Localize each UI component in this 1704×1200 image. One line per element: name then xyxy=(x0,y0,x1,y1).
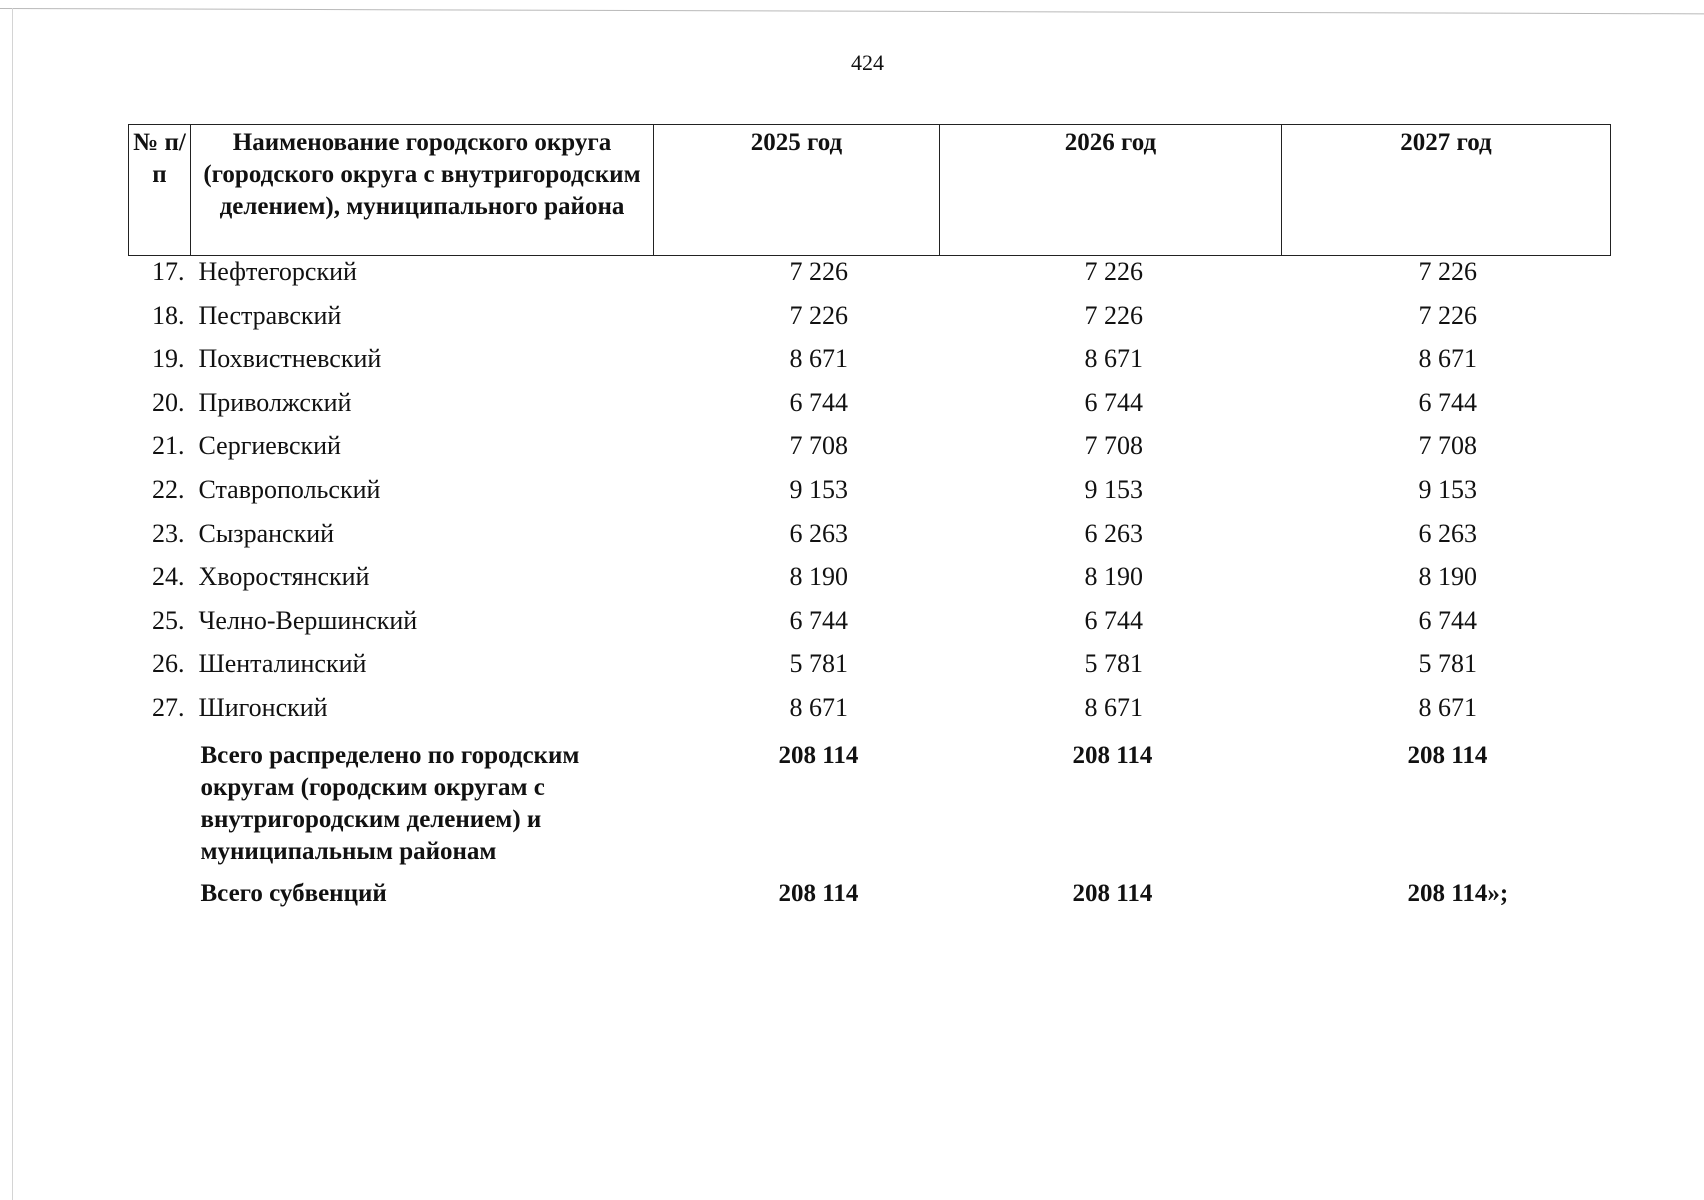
row-number: 23. xyxy=(152,518,185,548)
row-value-2025: 7 226 xyxy=(789,257,848,286)
row-name: Пестравский xyxy=(198,300,342,330)
row-value-2025: 6 744 xyxy=(789,605,848,635)
row-name: Хворостянский xyxy=(198,562,370,592)
subvention-table xyxy=(128,124,1611,918)
row-value-2026: 6 744 xyxy=(1084,387,1143,417)
row-value-2025: 5 781 xyxy=(789,649,848,679)
total-distributed-2027: 208 114 xyxy=(1407,741,1488,769)
header-name: Наименование городского округа (городского округа с внутригородским делением), муниципального района xyxy=(191,125,654,256)
scan-edge xyxy=(12,8,13,1200)
table-row xyxy=(129,605,1611,649)
row-name: Нефтегорский xyxy=(198,257,357,286)
row-number: 25. xyxy=(152,605,185,635)
row-value-2025: 7 226 xyxy=(789,300,848,330)
row-value-2027: 8 671 xyxy=(1418,344,1477,374)
total-subventions-row xyxy=(129,878,1611,918)
row-number: 26. xyxy=(152,649,185,679)
row-name: Шенталинский xyxy=(198,649,367,679)
row-value-2026: 8 671 xyxy=(1084,344,1143,374)
table-row xyxy=(129,430,1611,474)
table-row xyxy=(129,692,1611,736)
row-value-2025: 8 671 xyxy=(789,692,848,722)
header-2025: 2025 год xyxy=(654,125,940,256)
row-name: Похвистневский xyxy=(198,344,382,374)
row-value-2026: 7 708 xyxy=(1084,431,1143,461)
total-distributed-row xyxy=(129,736,1611,878)
table-row xyxy=(129,300,1611,344)
row-number: 17. xyxy=(152,257,185,286)
row-value-2026: 6 744 xyxy=(1084,605,1143,635)
row-value-2025: 7 708 xyxy=(789,431,848,461)
row-value-2026: 9 153 xyxy=(1084,474,1143,504)
total-subventions-label: Всего субвенций xyxy=(200,879,387,907)
row-value-2025: 8 190 xyxy=(789,562,848,592)
row-name: Сергиевский xyxy=(198,431,341,461)
row-value-2027: 6 263 xyxy=(1418,518,1477,548)
row-name: Шигонский xyxy=(198,692,328,722)
row-value-2025: 6 263 xyxy=(789,518,848,548)
scan-edge xyxy=(0,8,1704,14)
row-value-2026: 7 226 xyxy=(1084,300,1143,330)
total-distributed-2025: 208 114 xyxy=(778,741,859,769)
row-value-2027: 6 744 xyxy=(1418,387,1477,417)
header-number: № п/п xyxy=(129,125,191,256)
row-name: Ставропольский xyxy=(198,474,381,504)
header-2027: 2027 год xyxy=(1282,125,1611,256)
row-value-2026: 6 263 xyxy=(1084,518,1143,548)
table-row xyxy=(129,343,1611,387)
total-distributed-label: Всего распределено по городским округам (городским округам с внутригородским делением) и муниципальным районам xyxy=(200,741,580,865)
row-name: Сызранский xyxy=(198,518,335,548)
total-subventions-2027: 208 114»; xyxy=(1407,879,1509,907)
row-value-2027: 7 226 xyxy=(1418,257,1477,286)
row-value-2026: 5 781 xyxy=(1084,649,1143,679)
row-value-2027: 9 153 xyxy=(1418,474,1477,504)
table-header-row xyxy=(129,125,1611,256)
row-value-2027: 7 226 xyxy=(1418,300,1477,330)
row-name: Челно-Вершинский xyxy=(198,605,418,635)
header-2026: 2026 год xyxy=(940,125,1282,256)
row-value-2027: 8 190 xyxy=(1418,562,1477,592)
total-subventions-2025: 208 114 xyxy=(778,879,859,907)
row-value-2025: 6 744 xyxy=(789,387,848,417)
row-value-2025: 9 153 xyxy=(789,474,848,504)
row-number: 20. xyxy=(152,387,185,417)
table-row xyxy=(129,474,1611,518)
row-value-2025: 8 671 xyxy=(789,344,848,374)
row-value-2026: 7 226 xyxy=(1084,257,1143,286)
table-row xyxy=(129,256,1611,300)
row-number: 24. xyxy=(152,562,185,592)
row-value-2027: 5 781 xyxy=(1418,649,1477,679)
row-number: 19. xyxy=(152,344,185,374)
table-row xyxy=(129,387,1611,431)
table-row xyxy=(129,648,1611,692)
total-subventions-2026: 208 114 xyxy=(1072,879,1153,907)
total-distributed-2026: 208 114 xyxy=(1072,741,1153,769)
row-value-2027: 8 671 xyxy=(1418,692,1477,722)
row-number: 18. xyxy=(152,300,185,330)
row-value-2026: 8 671 xyxy=(1084,692,1143,722)
row-name: Приволжский xyxy=(198,387,352,417)
page-number: 424 xyxy=(851,50,884,75)
row-number: 21. xyxy=(152,431,185,461)
row-number: 22. xyxy=(152,474,185,504)
table-row xyxy=(129,518,1611,562)
table-row xyxy=(129,561,1611,605)
row-number: 27. xyxy=(152,692,185,722)
row-value-2027: 6 744 xyxy=(1418,605,1477,635)
row-value-2027: 7 708 xyxy=(1418,431,1477,461)
row-value-2026: 8 190 xyxy=(1084,562,1143,592)
